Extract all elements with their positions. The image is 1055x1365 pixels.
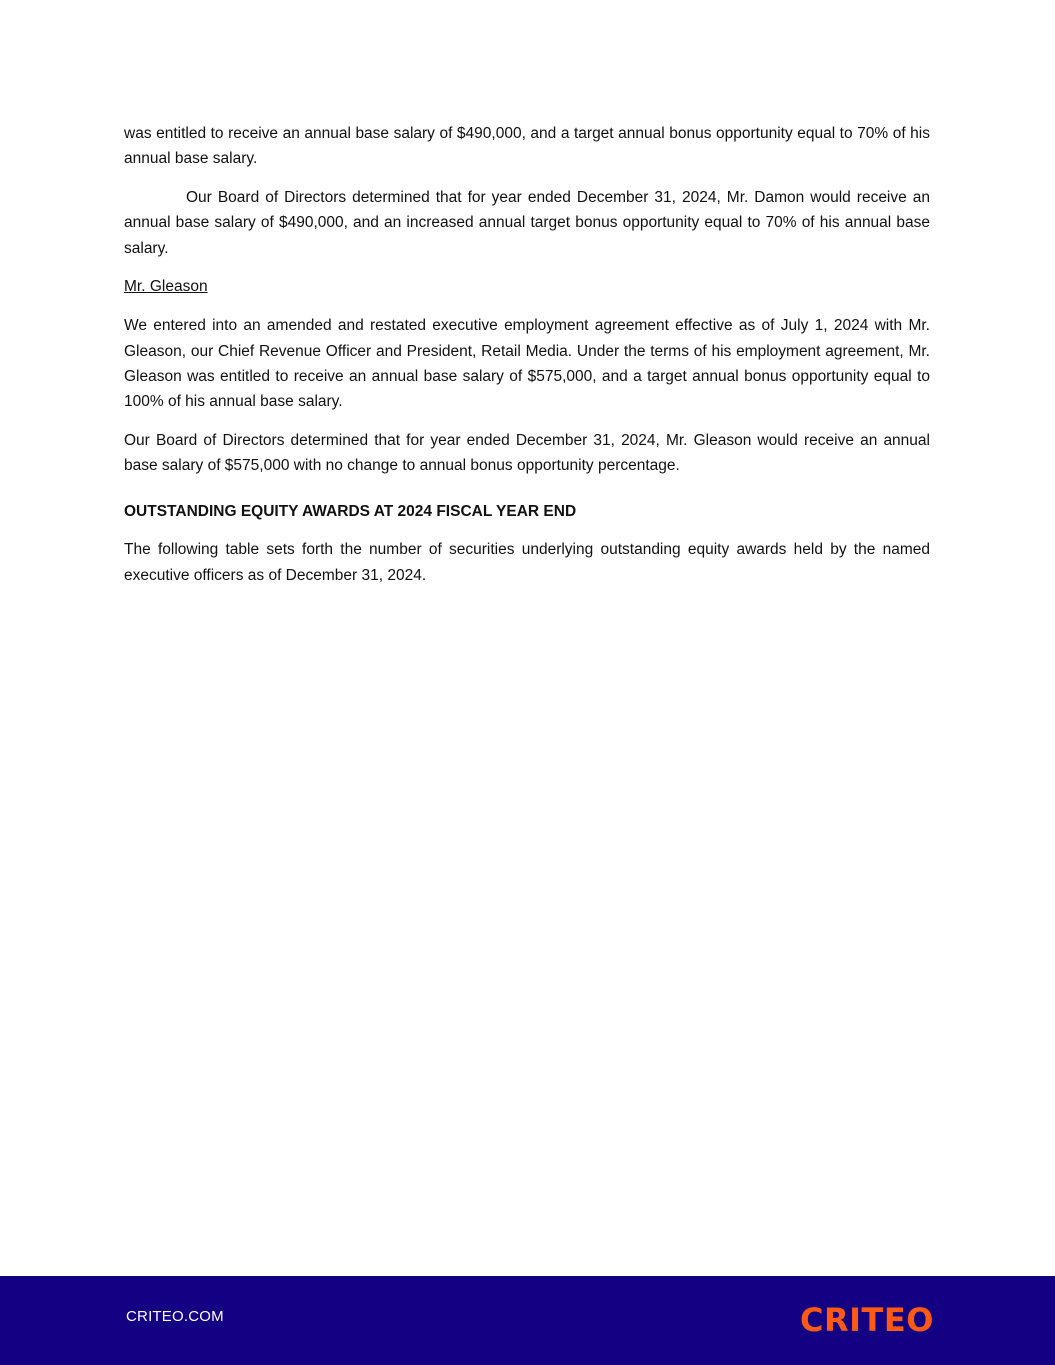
section-heading-outstanding-equity-awards: OUTSTANDING EQUITY AWARDS AT 2024 FISCAL YEAR END (124, 502, 577, 520)
page-footer (0, 1276, 1055, 1365)
footer-website-link[interactable]: CRITEO.COM (126, 1308, 224, 1325)
criteo-logo: CRITEO (800, 1301, 934, 1339)
document-body (124, 121, 930, 601)
paragraph-equity-table-intro: The following table sets forth the number of securities underlying outstanding equity awards held by the named executive officers as of December 31, 2024. (124, 541, 930, 584)
subheading-mr-gleason: Mr. Gleason (124, 278, 208, 296)
paragraph-gleason-employment-agreement: We entered into an amended and restated executive employment agreement effective as of July 1, 2024 with Mr. Gleason, our Chief Revenue Officer and President, Retail Media. Under the terms of his employment agreement, Mr. Gleason was entitled to receive an annual base salary of $575,000, and a target annual bonus opportunity equal to 100% of his annual base salary. (124, 317, 930, 411)
paragraph-damon-salary-continued: was entitled to receive an annual base salary of $490,000, and a target annual bonus opportunity equal to 70% of his annual base salary. (124, 125, 930, 168)
paragraph-damon-board-determination: Our Board of Directors determined that for year ended December 31, 2024, Mr. Damon would receive an annual base salary of $490,000, and an increased annual target bonus opportunity equal to 70% of his annual base salary. (124, 189, 930, 257)
paragraph-gleason-board-determination: Our Board of Directors determined that for year ended December 31, 2024, Mr. Gleason would receive an annual base salary of $575,000 with no change to annual bonus opportunity percentage. (124, 431, 930, 475)
